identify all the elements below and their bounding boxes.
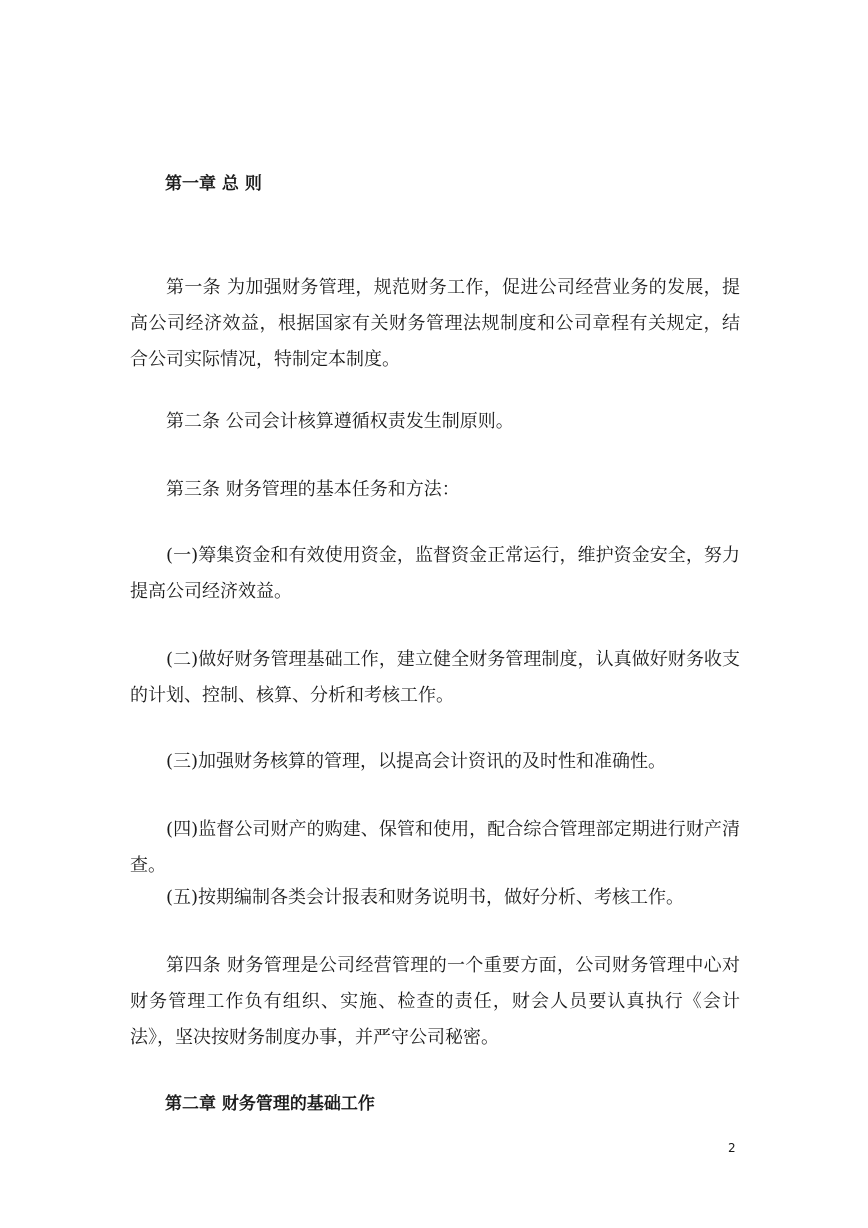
page-number: 2	[728, 1141, 736, 1155]
list-item-3: (三)加强财务核算的管理，以提高会计资讯的及时性和准确性。	[166, 751, 667, 772]
article-2: 第二条 公司会计核算遵循权责发生制原则。	[166, 411, 514, 432]
chapter-2-heading: 第二章 财务管理的基础工作	[165, 1094, 375, 1114]
list-item-1: (一)筹集资金和有效使用资金，监督资金正常运行，维护资金安全，努力提高公司经济效益。	[130, 545, 740, 602]
list-item-2: (二)做好财务管理基础工作，建立健全财务管理制度，认真做好财务收支的计划、控制、核算、分析和考核工作。	[130, 649, 740, 706]
article-3: 第三条 财务管理的基本任务和方法：	[166, 479, 460, 500]
list-item-4: (四)监督公司财产的购建、保管和使用，配合综合管理部定期进行财产清查。	[130, 819, 740, 876]
article-4: 第四条 财务管理是公司经营管理的一个重要方面，公司财务管理中心对财务管理工作负有组织、实施、检查的责任，财会人员要认真执行《会计法》，坚决按财务制度办事，并严守公司秘密。	[130, 955, 740, 1048]
article-1: 第一条 为加强财务管理，规范财务工作，促进公司经营业务的发展，提高公司经济效益，根据国家有关财务管理法规制度和公司章程有关规定，结合公司实际情况，特制定本制度。	[130, 277, 740, 370]
chapter-1-heading: 第一章 总 则	[165, 174, 262, 194]
list-item-5: (五)按期编制各类会计报表和财务说明书，做好分析、考核工作。	[166, 887, 685, 908]
